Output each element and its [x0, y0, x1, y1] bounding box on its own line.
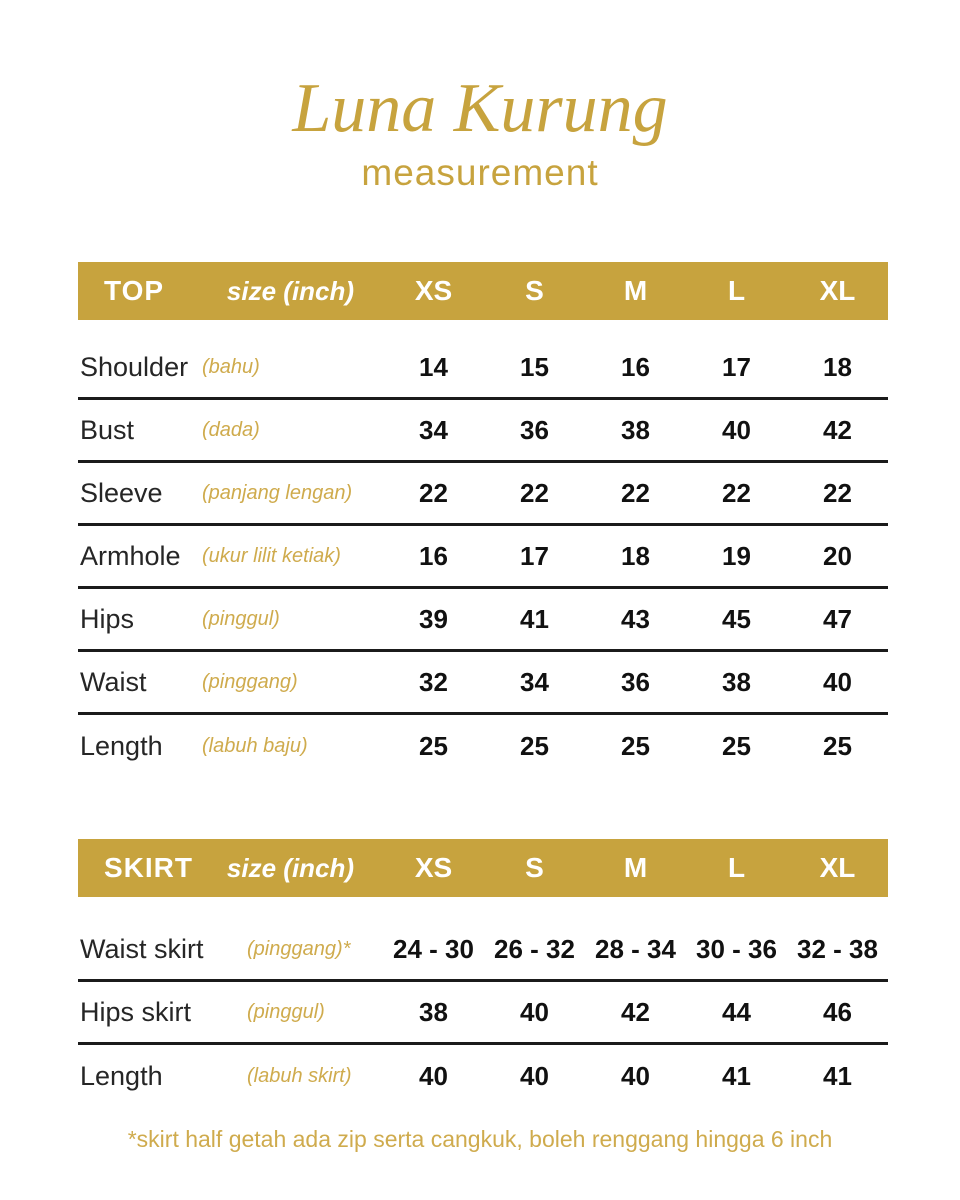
- cell-value: 40: [722, 414, 751, 445]
- skirt-size-unit-label: size (inch): [226, 852, 355, 883]
- row-label: Hips: [80, 603, 135, 634]
- cell-value: 18: [823, 351, 852, 382]
- cell-value: 16: [621, 351, 650, 382]
- cell-value: 24 - 30: [393, 933, 474, 964]
- row-sublabel: (labuh baju): [202, 735, 308, 757]
- cell-value: 22: [823, 477, 852, 508]
- cell-value: 45: [722, 603, 751, 634]
- cell-value: 36: [520, 414, 549, 445]
- cell-value: 44: [722, 996, 751, 1027]
- row-label: Waist skirt: [80, 933, 204, 964]
- top-table-header-bar: [78, 262, 888, 320]
- row-label: Armhole: [80, 540, 181, 571]
- cell-value: 34: [520, 666, 549, 697]
- cell-value: 34: [419, 414, 448, 445]
- table-row-sleeve: [78, 463, 888, 526]
- top-table-body: [78, 337, 888, 778]
- cell-value: 43: [621, 603, 650, 634]
- row-sublabel: (bahu): [202, 355, 260, 378]
- cell-value: 38: [419, 996, 448, 1027]
- row-label: Sleeve: [80, 477, 163, 508]
- cell-value: 28 - 34: [595, 933, 676, 964]
- top-col-xl: XL: [819, 275, 856, 306]
- skirt-table-body: [78, 919, 888, 1108]
- cell-value: 40: [823, 666, 852, 697]
- cell-value: 39: [419, 603, 448, 634]
- cell-value: 25: [823, 731, 852, 761]
- cell-value: 25: [621, 731, 650, 761]
- cell-value: 46: [823, 996, 852, 1027]
- cell-value: 22: [621, 477, 650, 508]
- skirt-footnote: *skirt half getah ada zip serta cangkuk, boleh renggang hingga 6 inch: [127, 1126, 833, 1152]
- cell-value: 41: [722, 1061, 751, 1091]
- table-row-armhole: [78, 526, 888, 589]
- cell-value: 41: [520, 603, 549, 634]
- row-sublabel: (pinggul): [202, 607, 280, 630]
- top-size-table: [78, 262, 888, 778]
- row-label: Length: [80, 731, 163, 761]
- cell-value: 32 - 38: [797, 933, 878, 964]
- cell-value: 47: [823, 603, 852, 634]
- cell-value: 40: [419, 1061, 448, 1091]
- row-label: Length: [80, 1061, 163, 1091]
- table-row-waist-skirt: [78, 919, 888, 982]
- cell-value: 22: [520, 477, 549, 508]
- row-label: Shoulder: [80, 351, 189, 382]
- cell-value: 22: [419, 477, 448, 508]
- cell-value: 25: [722, 731, 751, 761]
- skirt-col-xs: XS: [414, 852, 453, 883]
- cell-value: 42: [621, 996, 650, 1027]
- cell-value: 26 - 32: [494, 933, 575, 964]
- cell-value: 38: [722, 666, 751, 697]
- cell-value: 30 - 36: [696, 933, 777, 964]
- row-label: Hips skirt: [80, 996, 192, 1027]
- cell-value: 25: [520, 731, 549, 761]
- cell-value: 36: [621, 666, 650, 697]
- skirt-size-table: [78, 839, 888, 1108]
- cell-value: 25: [419, 731, 448, 761]
- cell-value: 17: [722, 351, 751, 382]
- skirt-col-m: M: [623, 852, 648, 883]
- table-row-waist: [78, 652, 888, 715]
- cell-value: 17: [520, 540, 549, 571]
- cell-value: 22: [722, 477, 751, 508]
- row-sublabel: (panjang lengan): [202, 481, 353, 504]
- skirt-col-l: L: [727, 852, 746, 883]
- row-label: Bust: [80, 414, 135, 445]
- row-sublabel: (pinggul): [247, 1000, 325, 1023]
- skirt-col-xl: XL: [819, 852, 856, 883]
- cell-value: 40: [520, 1061, 549, 1091]
- top-table-title: TOP: [104, 275, 165, 306]
- cell-value: 41: [823, 1061, 852, 1091]
- row-sublabel: (dada): [202, 418, 260, 441]
- row-sublabel: (pinggang): [202, 670, 298, 693]
- top-size-unit-label: size (inch): [226, 275, 355, 306]
- table-row-shoulder: [78, 337, 888, 400]
- cell-value: 19: [722, 540, 751, 571]
- top-col-xs: XS: [414, 275, 453, 306]
- skirt-table-header-bar: [78, 839, 888, 897]
- cell-value: 15: [520, 351, 549, 382]
- top-col-l: L: [727, 275, 746, 306]
- top-col-s: S: [525, 275, 544, 306]
- cell-value: 18: [621, 540, 650, 571]
- page-subtitle: measurement: [361, 152, 599, 193]
- table-row-length-top: [78, 715, 888, 778]
- cell-value: 32: [419, 666, 448, 697]
- cell-value: 40: [520, 996, 549, 1027]
- row-sublabel: (labuh skirt): [247, 1065, 352, 1087]
- row-label: Waist: [80, 666, 147, 697]
- cell-value: 16: [419, 540, 448, 571]
- cell-value: 40: [621, 1061, 650, 1091]
- row-sublabel: (ukur lilit ketiak): [202, 544, 341, 567]
- table-row-hips: [78, 589, 888, 652]
- cell-value: 38: [621, 414, 650, 445]
- skirt-table-title: SKIRT: [104, 852, 193, 883]
- table-row-bust: [78, 400, 888, 463]
- top-col-m: M: [623, 275, 648, 306]
- table-row-length-skirt: [78, 1045, 888, 1108]
- cell-value: 20: [823, 540, 852, 571]
- masthead: [0, 0, 960, 194]
- cell-value: 42: [823, 414, 852, 445]
- brand-title: Luna Kurung: [292, 70, 668, 147]
- table-row-hips-skirt: [78, 982, 888, 1045]
- row-sublabel: (pinggang)*: [247, 937, 351, 960]
- skirt-col-s: S: [525, 852, 544, 883]
- cell-value: 14: [419, 351, 448, 382]
